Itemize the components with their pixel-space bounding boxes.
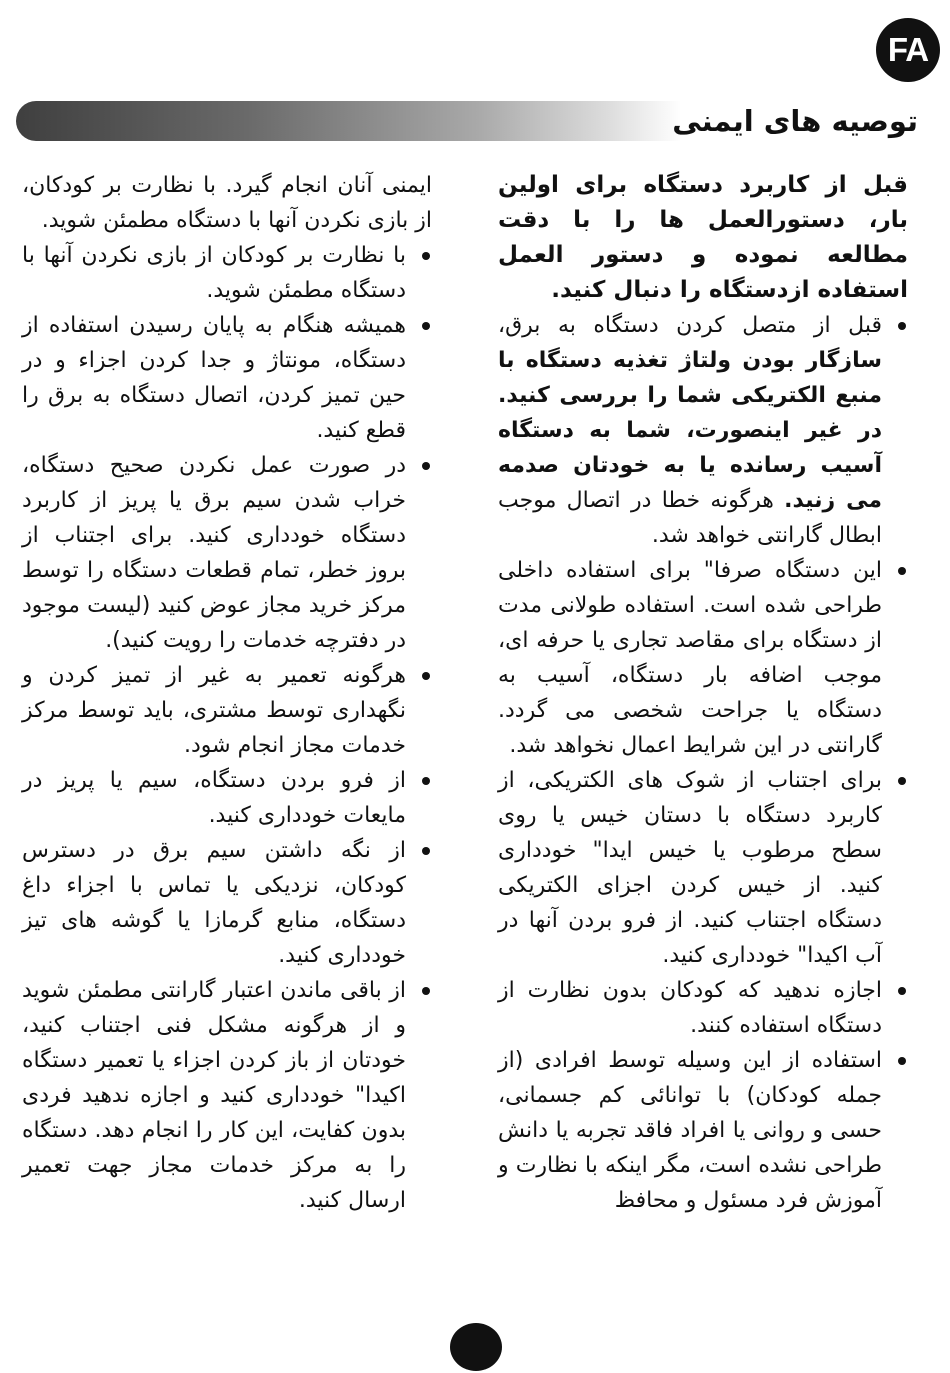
item-text: استفاده از این وسیله توسط افرادی (از جمله کودکان) با توانائی کم جسمانی، حسی و روانی یا افراد فاقد تجربه یا دانش طراحی نشده است، مگر اینکه با نظارت و آموزش فرد مسئول و محافظ [498, 1048, 882, 1213]
list-item [22, 238, 432, 308]
list-item [498, 973, 908, 1043]
section-title: توصیه های ایمنی [672, 104, 918, 138]
item-text: از باقی ماندن اعتبار گارانتی مطمئن شوید و از هرگونه مشکل فنی اجتناب کنید، خودتان از باز کردن اجزاء یا تعمیر دستگاه اکیدا" خودداری کنید و اجازه ندهید فردی بدون کفایت، این کار را انجام دهد. دستگاه را به مرکز خدمات مجاز جهت تعمیر ارسال کنید. [22, 978, 406, 1213]
item-text: این دستگاه صرفا" برای استفاده داخلی طراحی شده است. استفاده طولانی مدت از دستگاه برای مقاصد تجاری یا حرفه ای، موجب اضافه بار دستگاه، آسیب به دستگاه یا جراحت شخصی می گردد. گارانتی در این شرایط اعمال نخواهد شد. [498, 558, 882, 758]
bullet-icon [422, 847, 430, 855]
bullet-icon [422, 987, 430, 995]
item-text: هرگونه تعمیر به غیر از تمیز کردن و نگهداری توسط مشتری، باید توسط مرکز خدمات مجاز انجام شود. [22, 663, 406, 758]
list-item [22, 973, 432, 1218]
continuation-paragraph: ایمنی آنان انجام گیرد. با نظارت بر کودکان، از بازی نکردن آنها با دستگاه مطمئن شوید. [22, 173, 432, 233]
list-item [498, 763, 908, 973]
bullet-icon [898, 567, 906, 575]
bullet-icon [422, 322, 430, 330]
list-item [22, 448, 432, 658]
item-text: برای اجتناب از شوک های الکتریکی، از کاربرد دستگاه با دستان خیس یا روی سطح مرطوب یا خیس ا‌یدا" خودداری کنید. از خیس کردن اجزای الکتریکی دستگاه اجتناب کنید. از فرو بردن آنها در آب اکیدا" خودداری کنید. [498, 768, 882, 968]
item-text: از فرو بردن دستگاه، سیم یا پریز در مایعات خودداری کنید. [22, 768, 406, 828]
bullet-icon [898, 322, 906, 330]
item-text: در صورت عمل نکردن صحیح دستگاه، خراب شدن سیم برق یا پریز از کاربرد دستگاه خودداری کنید. برای اجتناب از بروز خطر، تمام قطعات دستگاه را توسط مرکز خرید مجاز عوض کنید (لیست موجود در دفترچه خدمات را رویت کنید). [22, 453, 406, 653]
bullet-icon [422, 462, 430, 470]
bullet-icon [898, 987, 906, 995]
item-text: با نظارت بر کودکان از بازی نکردن آنها با دستگاه مطمئن شوید. [22, 243, 406, 303]
bullet-icon [898, 1057, 906, 1065]
list-item [22, 308, 432, 448]
left-bullet-list [22, 238, 432, 1218]
list-item [22, 658, 432, 763]
item-text: هرگونه خطا در اتصال موجب ابطال گارانتی خواهد شد. [498, 488, 882, 548]
bullet-icon [422, 777, 430, 785]
item-text: قبل از متصل کردن دستگاه به برق، [498, 313, 882, 338]
list-item [22, 833, 432, 973]
language-badge: FA [876, 18, 940, 82]
item-text: اجازه ندهید که کودکان بدون نظارت از دستگاه استفاده کنند. [498, 978, 882, 1038]
page-marker-dot [450, 1323, 502, 1371]
item-text: همیشه هنگام به پایان رسیدن استفاده از دستگاه، مونتاژ و جدا کردن اجزاء و در حین تمیز کردن، اتصال دستگاه به برق را قطع کنید. [22, 313, 406, 443]
list-item [498, 308, 908, 553]
list-item [498, 1043, 908, 1218]
bullet-icon [898, 777, 906, 785]
bullet-icon [422, 252, 430, 260]
item-text: از نگه داشتن سیم برق در دسترس کودکان، نزدیکی یا تماس با اجزاء داغ دستگاه، منابع گرمازا یا گوشه های تیز خودداری کنید. [22, 838, 406, 968]
right-column [498, 168, 908, 1218]
left-column [22, 168, 432, 1218]
item-warning-text: سازگار بودن ولتاژ تغذیه دستگاه با منبع الکتریکی شما را بررسی کنید. در غیر اینصورت، شما به دستگاه آسیب رسانده یا به خودتان صدمه می زنید. [498, 348, 882, 513]
list-item [498, 553, 908, 763]
list-item [22, 763, 432, 833]
intro-paragraph: قبل از کاربرد دستگاه برای اولین بار، دستورالعمل ها را با دقت مطالعه نموده و دستور العمل استفاده ازدستگاه را دنبال کنید. [498, 172, 908, 303]
bullet-icon [422, 672, 430, 680]
right-bullet-list [498, 308, 908, 1218]
